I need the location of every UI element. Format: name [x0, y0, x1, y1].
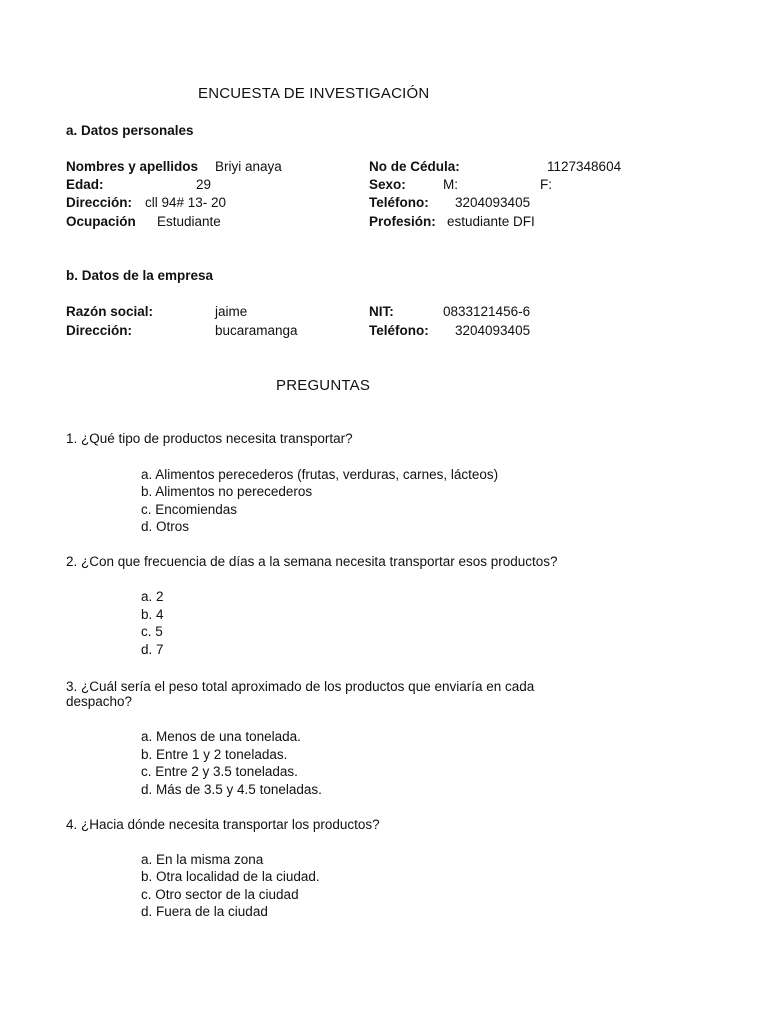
answer-option: a. Menos de una tonelada.: [141, 729, 301, 744]
answer-option: c. Entre 2 y 3.5 toneladas.: [141, 764, 298, 779]
nit-value: 0833121456-6: [443, 304, 531, 319]
answer-option: b. Alimentos no perecederos: [141, 484, 313, 499]
personal-data-heading: a. Datos personales: [66, 123, 194, 138]
nit-label: NIT:: [369, 304, 394, 319]
telefono-value: 3204093405: [455, 195, 531, 210]
answer-option: a. En la misma zona: [141, 852, 264, 867]
ocupacion-value: Estudiante: [157, 214, 221, 229]
sexo-m-option: M:: [443, 177, 458, 192]
nombres-value: Briyi anaya: [215, 159, 282, 174]
answer-option: b. Otra localidad de la ciudad.: [141, 869, 320, 884]
answer-option: b. 4: [141, 607, 164, 622]
company-direccion-value: bucaramanga: [215, 323, 298, 338]
answer-option: c. 5: [141, 624, 163, 639]
answer-option: d. 7: [141, 642, 164, 657]
profesion-label: Profesión:: [369, 214, 436, 229]
question-text: 4. ¿Hacia dónde necesita transportar los productos?: [66, 817, 380, 832]
answer-option: d. Más de 3.5 y 4.5 toneladas.: [141, 782, 322, 797]
razon-social-label: Razón social:: [66, 304, 154, 319]
telefono-label: Teléfono:: [369, 195, 429, 210]
cedula-value: 1127348604: [547, 159, 622, 174]
question-text: 2. ¿Con que frecuencia de días a la semana necesita transportar esos productos?: [66, 554, 558, 569]
answer-option: d. Fuera de la ciudad: [141, 904, 268, 919]
edad-label: Edad:: [66, 177, 104, 192]
answer-option: c. Encomiendas: [141, 502, 238, 517]
profesion-value: estudiante DFI: [447, 214, 535, 229]
question-text: 3. ¿Cuál sería el peso total aproximado de los productos que enviaría en cada: [66, 679, 535, 694]
company-telefono-value: 3204093405: [455, 323, 531, 338]
question-text: 1. ¿Qué tipo de productos necesita transportar?: [66, 431, 353, 446]
cedula-label: No de Cédula:: [369, 159, 460, 174]
nombres-label: Nombres y apellidos: [66, 159, 199, 174]
answer-option: c. Otro sector de la ciudad: [141, 887, 299, 902]
answer-option: d. Otros: [141, 519, 190, 534]
ocupacion-label: Ocupación: [66, 214, 136, 229]
direccion-value: cll 94# 13- 20: [145, 195, 227, 210]
answer-option: a. Alimentos perecederos (frutas, verduras, carnes, lácteos): [141, 467, 499, 482]
company-data-heading: b. Datos de la empresa: [66, 268, 214, 283]
document-title: ENCUESTA DE INVESTIGACIÓN: [198, 85, 430, 102]
answer-option: a. 2: [141, 589, 164, 604]
direccion-label: Dirección:: [66, 195, 133, 210]
answer-option: b. Entre 1 y 2 toneladas.: [141, 747, 288, 762]
company-telefono-label: Teléfono:: [369, 323, 429, 338]
razon-social-value: jaime: [215, 304, 248, 319]
questions-heading: PREGUNTAS: [276, 377, 371, 394]
company-direccion-label: Dirección:: [66, 323, 133, 338]
edad-value: 29: [196, 177, 212, 192]
sexo-f-option: F:: [540, 177, 552, 192]
question-text-continued: despacho?: [66, 694, 133, 709]
sexo-label: Sexo:: [369, 177, 406, 192]
